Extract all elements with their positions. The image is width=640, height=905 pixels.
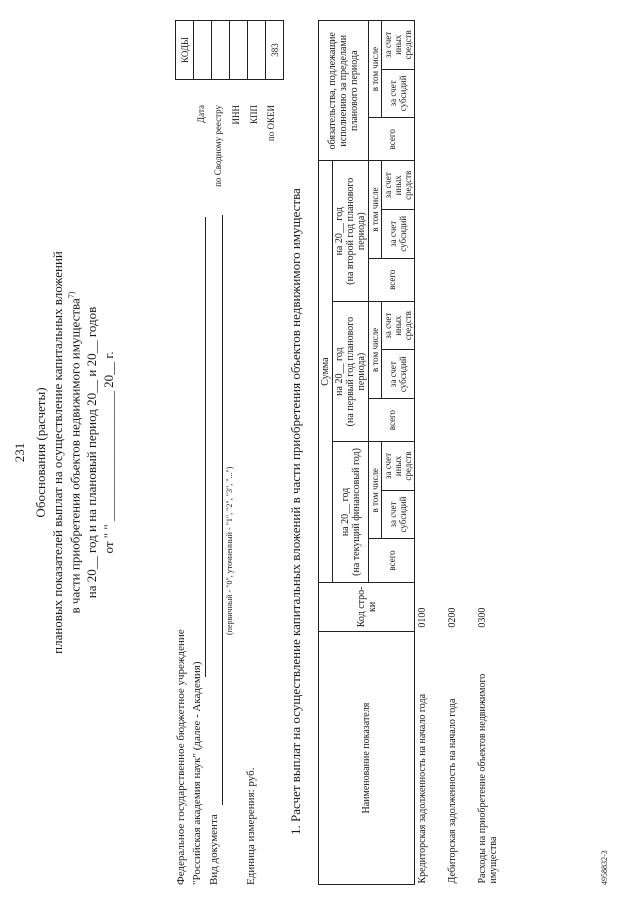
value-cell[interactable] <box>415 161 445 210</box>
value-cell[interactable] <box>445 258 475 301</box>
label-okei: по ОКЕИ <box>266 105 276 142</box>
header-subsidies: за счет субсидий <box>382 350 415 399</box>
header-row-code: Код стро-ки <box>319 582 415 632</box>
header-including: в том числе <box>369 21 382 118</box>
label-inn: ИНН <box>231 105 241 125</box>
value-cell[interactable] <box>445 398 475 441</box>
header-subsidies: за счет субсидий <box>382 210 415 259</box>
table-row <box>445 21 475 885</box>
label-kpp: КПП <box>249 105 259 125</box>
title-line-2: плановых показателей выплат на осуществление капитальных вложений <box>50 251 65 654</box>
row-code: 0200 <box>446 607 458 628</box>
value-cell[interactable] <box>445 350 475 399</box>
code-inn-cell[interactable] <box>230 21 248 80</box>
codes-header: КОДЫ <box>176 21 194 80</box>
value-cell[interactable] <box>445 539 475 582</box>
value-cell[interactable] <box>445 21 475 70</box>
value-cell[interactable] <box>445 118 475 161</box>
document-id: 4958832-3 <box>600 850 609 885</box>
row-indicator-name: Дебиторская задолженность на начало года <box>446 698 458 884</box>
row-code: 0300 <box>476 607 488 628</box>
value-cell[interactable] <box>475 350 505 399</box>
code-registry-cell[interactable] <box>212 21 230 80</box>
header-subsidies: за счет субсидий <box>382 69 415 118</box>
value-cell[interactable] <box>445 69 475 118</box>
code-kpp-cell[interactable] <box>248 21 266 80</box>
row-indicator-name: Расходы на приобретение объектов недвижимого имущества <box>476 673 499 884</box>
header-other-funds: за счет иных средств <box>382 301 415 350</box>
period-first-desc: (на первый год планового периода) <box>345 316 367 427</box>
header-total: всего <box>369 398 415 441</box>
title-line-4: на 20__ год и на плановый период 20__ и 20__ годов <box>84 306 99 599</box>
header-other-funds: за счет иных средств <box>382 442 415 491</box>
title-line-3-text: в части приобретения объектов недвижимого имущества <box>67 298 83 614</box>
row-indicator-name: Кредиторская задолженность на начало года <box>417 693 428 884</box>
period-current-year: на 20__ год <box>339 487 351 537</box>
value-cell[interactable] <box>445 161 475 210</box>
value-cell[interactable] <box>415 69 445 118</box>
period-second-year: на 20__ год <box>334 206 345 256</box>
header-period-first <box>333 301 369 441</box>
header-total: всего <box>369 258 415 301</box>
value-cell[interactable] <box>415 350 445 399</box>
institution-line-1: Федеральное государственное бюджетное учреждение <box>175 629 187 885</box>
value-cell[interactable] <box>415 258 445 301</box>
header-sum: Сумма <box>319 161 333 582</box>
value-cell[interactable] <box>415 398 445 441</box>
header-including: в том числе <box>369 301 382 398</box>
institution-line-2: "Российская академия наук" (далее - Академия) <box>191 661 203 885</box>
value-cell[interactable] <box>415 210 445 259</box>
payments-table <box>318 20 505 885</box>
unit-label: Единица измерения: руб. <box>245 767 257 885</box>
header-total: всего <box>369 539 415 582</box>
header-period-second <box>333 161 369 301</box>
header-subsidies: за счет субсидий <box>382 490 415 539</box>
doc-type-hint: (первичный - "0", уточненный - "1", "2", "3", "...") <box>225 466 234 635</box>
code-date-cell[interactable] <box>194 21 212 80</box>
value-cell[interactable] <box>445 210 475 259</box>
institution-underline <box>205 217 206 677</box>
header-including: в том числе <box>369 161 382 258</box>
title-date-line: от " " ____________________ 20__ г. <box>101 351 116 554</box>
value-cell[interactable] <box>475 258 505 301</box>
title-line-3 <box>67 0 83 905</box>
header-including: в том числе <box>369 442 382 539</box>
value-cell[interactable] <box>415 301 445 350</box>
doc-type-field[interactable] <box>222 215 223 805</box>
code-okei-cell: 383 <box>266 21 284 80</box>
value-cell[interactable] <box>475 21 505 70</box>
label-date: Дата <box>196 105 206 123</box>
period-current-desc: (на текущий финансовый год) <box>350 448 362 576</box>
row-code: 0100 <box>417 607 428 628</box>
table-row <box>415 21 445 885</box>
header-indicator-name: Наименование показателя <box>319 632 415 885</box>
label-registry: по Сводному реестру <box>213 105 223 187</box>
value-cell[interactable] <box>475 490 505 539</box>
table-row <box>475 21 505 885</box>
header-beyond-period: обязательства, подлежащие исполнению за пределами планового периода <box>319 21 369 161</box>
section-title: 1. Расчет выплат на осуществление капитальных вложений в части приобретения объектов недвижимого имущества <box>288 188 303 835</box>
codes-box <box>175 20 284 80</box>
value-cell[interactable] <box>415 442 445 491</box>
value-cell[interactable] <box>475 118 505 161</box>
period-second-desc: (на второй год планового периода) <box>345 177 367 285</box>
page-number: 231 <box>12 442 27 463</box>
value-cell[interactable] <box>445 442 475 491</box>
title-footnote: 7) <box>67 291 76 299</box>
header-total: всего <box>369 118 415 161</box>
title-line-1: Обоснования (расчеты) <box>33 387 48 518</box>
value-cell[interactable] <box>475 301 505 350</box>
value-cell[interactable] <box>445 490 475 539</box>
value-cell[interactable] <box>475 539 505 582</box>
value-cell[interactable] <box>415 539 445 582</box>
value-cell[interactable] <box>475 210 505 259</box>
header-period-current <box>333 442 369 582</box>
value-cell[interactable] <box>475 398 505 441</box>
value-cell[interactable] <box>475 161 505 210</box>
value-cell[interactable] <box>415 118 445 161</box>
value-cell[interactable] <box>415 21 445 70</box>
doc-type-label: Вид документа <box>208 814 220 885</box>
header-other-funds: за счет иных средств <box>382 161 415 210</box>
value-cell[interactable] <box>415 490 445 539</box>
value-cell[interactable] <box>445 301 475 350</box>
header-other-funds: за счет иных средств <box>382 21 415 70</box>
period-first-year: на 20__ год <box>334 347 345 396</box>
value-cell[interactable] <box>475 442 505 491</box>
value-cell[interactable] <box>475 69 505 118</box>
